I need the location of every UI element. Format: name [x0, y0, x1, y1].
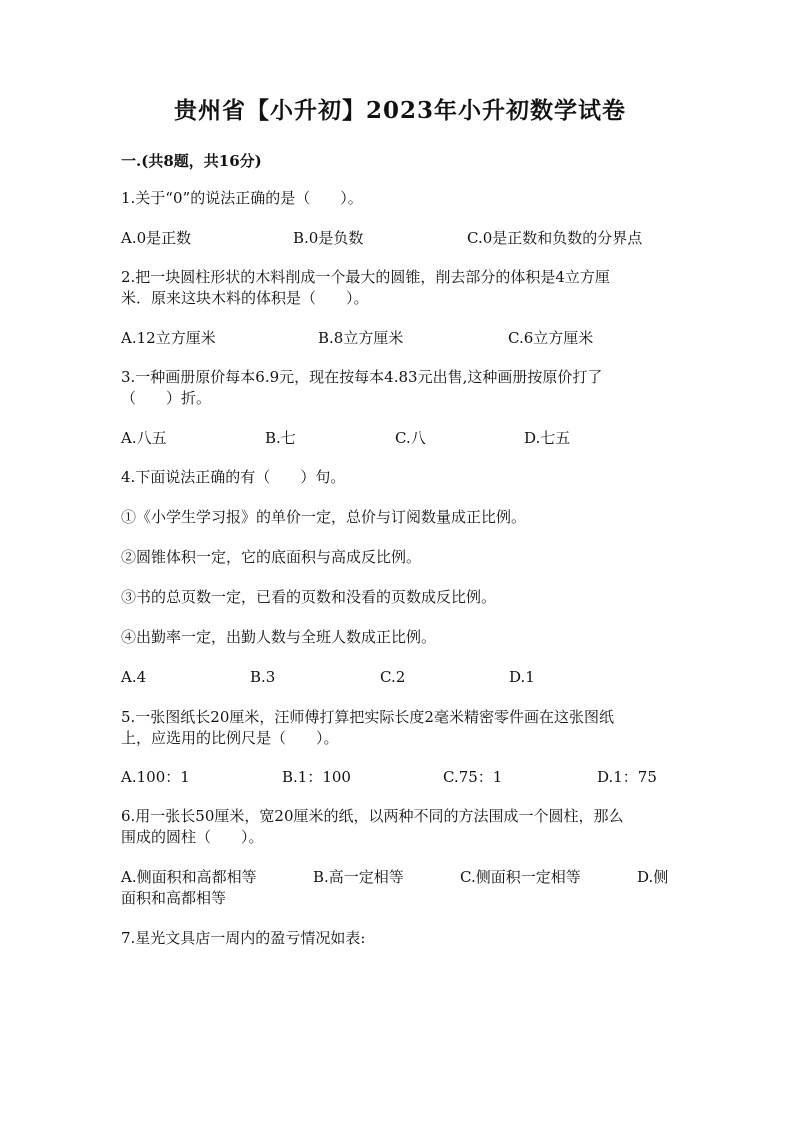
question-6-option-b: B.高一定相等 — [313, 868, 404, 886]
question-3-option-a: A.八五 — [121, 429, 167, 447]
question-2-stem-line-1: 2.把一块圆柱形状的木料削成一个最大的圆锥，削去部分的体积是4立方厘 — [121, 268, 610, 286]
section-heading: 一.(共8题，共16分) — [121, 152, 262, 170]
question-2-option-a: A.12立方厘米 — [121, 329, 216, 347]
question-1-option-a: A.0是正数 — [121, 229, 192, 247]
question-2-option-b: B.8立方厘米 — [318, 329, 404, 347]
question-3-stem-line-1: 3.一种画册原价每本6.9元，现在按每本4.83元出售,这种画册按原价打了 — [121, 368, 603, 386]
exam-title: 贵州省【小升初】2023年小升初数学试卷 — [173, 97, 626, 124]
question-4-option-a: A.4 — [121, 668, 147, 686]
question-5-option-a: A.100：1 — [121, 768, 190, 786]
question-2-stem-line-2: 米．原来这块木料的体积是（ ）。 — [121, 289, 369, 307]
question-4-option-d: D.1 — [509, 668, 535, 686]
question-6-option-d: D.侧 — [637, 868, 669, 886]
question-4-statement-3: ③书的总页数一定，已看的页数和没看的页数成反比例。 — [121, 588, 497, 606]
question-4-statement-1: ①《小学生学习报》的单价一定，总价与订阅数量成正比例。 — [121, 508, 527, 526]
question-5-option-d: D.1：75 — [597, 768, 657, 786]
question-3-option-d: D.七五 — [524, 429, 571, 447]
question-6-option-c: C.侧面积一定相等 — [460, 868, 581, 886]
question-5-option-c: C.75：1 — [443, 768, 503, 786]
question-1-stem: 1.关于“0”的说法正确的是（ ）。 — [121, 189, 363, 207]
question-3-stem-line-2: （ ）折。 — [121, 389, 212, 407]
question-5-stem-line-1: 5.一张图纸长20厘米，汪师傅打算把实际长度2毫米精密零件画在这张图纸 — [121, 708, 614, 726]
question-3-option-c: C.八 — [395, 429, 426, 447]
question-7-stem: 7.星光文具店一周内的盈亏情况如表: — [121, 929, 366, 947]
question-1-option-c: C.0是正数和负数的分界点 — [467, 229, 643, 247]
question-6-stem-line-2: 围成的圆柱（ ）。 — [121, 828, 264, 846]
question-4-statement-2: ②圆锥体积一定，它的底面积与高成反比例。 — [121, 548, 422, 566]
question-4-statement-4: ④出勤率一定，出勤人数与全班人数成正比例。 — [121, 628, 437, 646]
question-4-option-c: C.2 — [380, 668, 406, 686]
question-6-option-d-continued: 面积和高都相等 — [121, 889, 227, 907]
question-5-stem-line-2: 上，应选用的比例尺是（ ）。 — [121, 729, 339, 747]
question-5-option-b: B.1：100 — [282, 768, 351, 786]
question-6-stem-line-1: 6.用一张长50厘米，宽20厘米的纸，以两种不同的方法围成一个圆柱，那么 — [121, 807, 624, 825]
question-4-stem: 4.下面说法正确的有（ ）句。 — [121, 468, 346, 486]
question-4-option-b: B.3 — [250, 668, 276, 686]
question-3-option-b: B.七 — [265, 429, 296, 447]
question-2-option-c: C.6立方厘米 — [508, 329, 594, 347]
question-6-option-a: A.侧面积和高都相等 — [121, 868, 257, 886]
question-1-option-b: B.0是负数 — [293, 229, 364, 247]
